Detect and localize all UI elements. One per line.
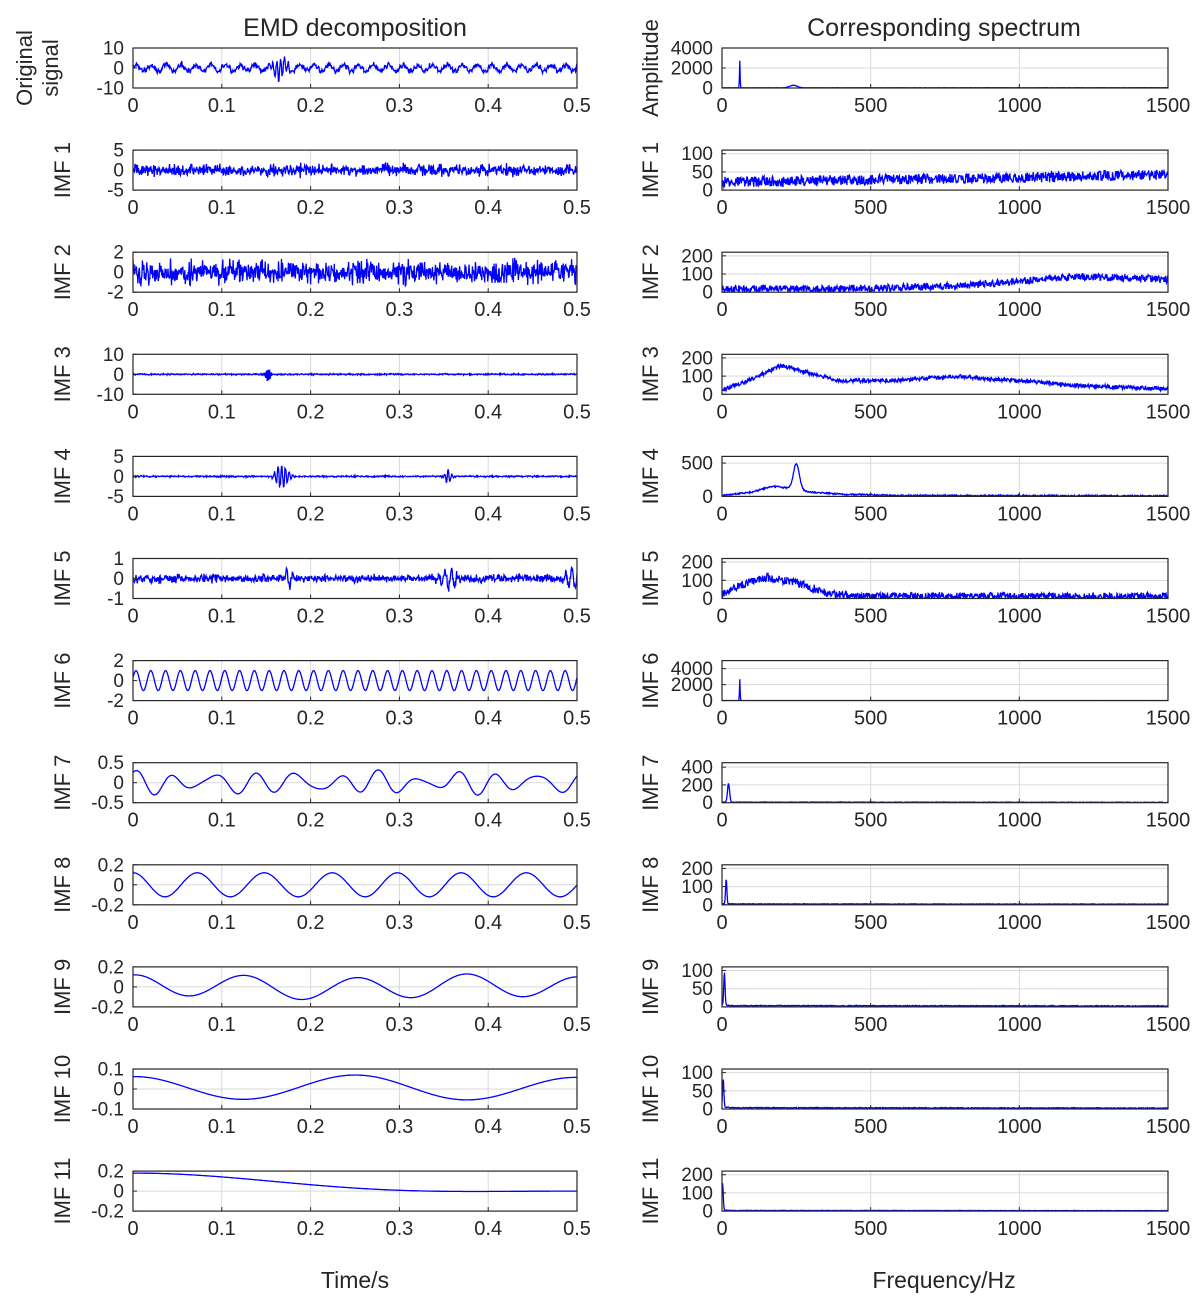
spectrum-ytick-label-9-0: 100	[681, 961, 713, 983]
spectrum-ytick-label-6-1: 2000	[670, 675, 713, 697]
spectrum-ylabel-line-11-0: IMF 11	[638, 1157, 663, 1225]
spectrum-xtick-label-10-1: 500	[853, 1116, 888, 1138]
time-ytick-label-0-1: 0	[113, 58, 124, 80]
spectrum-xtick-label-5-3: 1500	[1145, 605, 1191, 628]
time-xtick-label-5-0: 0	[127, 605, 139, 628]
spectrum-ytick-label-2-0: 200	[681, 246, 713, 268]
spectrum-trace-5	[722, 574, 1168, 599]
time-ytick-label-11-0: 0.2	[97, 1161, 124, 1183]
spectrum-ytick-label-8-2: 0	[702, 895, 713, 917]
spectrum-xtick-label-8-2: 1000	[997, 911, 1042, 934]
time-xtick-label-7-1: 0.1	[207, 809, 236, 832]
time-ytick-label-6-1: 0	[113, 671, 124, 693]
time-ylabel-4	[50, 448, 75, 504]
spectrum-ylabel-10	[638, 1055, 663, 1123]
time-xtick-label-5-2: 0.2	[296, 605, 325, 628]
spectrum-panel-7	[638, 755, 1190, 832]
time-xtick-label-1-3: 0.3	[385, 197, 414, 220]
time-ytick-label-4-0: 5	[113, 446, 124, 468]
left-column-title: EMD decomposition	[243, 14, 467, 42]
spectrum-ytick-label-10-1: 50	[691, 1081, 713, 1103]
spectrum-ylabel-line-7-0: IMF 7	[638, 754, 663, 811]
spectrum-xtick-label-6-2: 1000	[997, 707, 1042, 730]
time-ylabel-0	[12, 30, 63, 106]
time-ytick-label-4-2: -5	[107, 486, 124, 508]
spectrum-xtick-label-8-3: 1500	[1145, 911, 1191, 934]
spectrum-xtick-label-3-1: 500	[853, 401, 888, 424]
time-xtick-label-7-0: 0	[127, 809, 139, 832]
time-ytick-label-11-2: -0.2	[91, 1201, 124, 1223]
spectrum-xtick-label-11-1: 500	[853, 1218, 888, 1241]
time-xtick-label-1-2: 0.2	[296, 197, 325, 220]
spectrum-panel-6	[638, 652, 1190, 729]
time-xtick-label-4-0: 0	[127, 503, 139, 526]
spectrum-xtick-label-8-0: 0	[716, 911, 728, 934]
time-ylabel-line-10-0: IMF 10	[50, 1054, 75, 1124]
spectrum-ytick-label-5-0: 200	[681, 552, 713, 574]
spectrum-xtick-label-5-2: 1000	[997, 605, 1042, 628]
time-ytick-label-8-1: 0	[113, 875, 124, 897]
time-xtick-label-10-5: 0.5	[563, 1116, 591, 1138]
spectrum-trace-6	[722, 679, 1168, 700]
spectrum-axes-frame-10	[722, 1069, 1168, 1109]
spectrum-ytick-label-1-2: 0	[702, 180, 713, 202]
time-panel-10	[50, 1055, 591, 1138]
time-xtick-label-8-2: 0.2	[296, 911, 325, 934]
time-xtick-label-9-0: 0	[127, 1013, 139, 1036]
time-panel-1	[50, 141, 591, 220]
time-ylabel-line-9-0: IMF 9	[50, 958, 75, 1016]
time-ytick-label-9-1: 0	[113, 977, 124, 999]
time-xtick-label-8-3: 0.3	[385, 911, 414, 934]
time-xtick-label-0-0: 0	[127, 95, 139, 117]
time-xtick-label-11-1: 0.1	[207, 1218, 236, 1241]
spectrum-ytick-label-2-1: 100	[681, 264, 713, 286]
spectrum-ylabel-line-8-0: IMF 8	[638, 856, 663, 913]
spectrum-ytick-label-3-2: 0	[702, 384, 713, 406]
spectrum-xtick-label-4-0: 0	[716, 503, 728, 526]
spectrum-ytick-label-11-2: 0	[702, 1201, 713, 1223]
spectrum-xtick-label-2-0: 0	[716, 299, 728, 322]
spectrum-xtick-label-5-1: 500	[853, 605, 888, 628]
time-ytick-label-1-2: -5	[107, 180, 124, 202]
time-xtick-label-8-0: 0	[127, 911, 139, 934]
time-xtick-label-2-2: 0.2	[296, 299, 325, 322]
time-ytick-label-1-1: 0	[113, 160, 124, 182]
spectrum-xtick-label-2-3: 1500	[1145, 299, 1191, 322]
spectrum-panel-1	[638, 142, 1190, 219]
spectrum-trace-8	[722, 880, 1168, 905]
time-trace-3	[133, 370, 577, 381]
time-xtick-label-11-0: 0	[127, 1218, 139, 1241]
spectrum-trace-4	[722, 464, 1168, 497]
spectrum-xtick-label-0-2: 1000	[997, 95, 1042, 117]
time-xtick-label-10-4: 0.4	[474, 1116, 503, 1138]
spectrum-ytick-label-3-1: 100	[681, 366, 713, 388]
time-ytick-label-2-2: -2	[107, 282, 124, 304]
time-xtick-label-1-4: 0.4	[474, 197, 503, 220]
spectrum-ylabel-line-1-0: IMF 1	[638, 141, 663, 199]
time-ylabel-8	[50, 857, 75, 913]
time-ytick-label-3-2: -10	[96, 384, 124, 406]
spectrum-xtick-label-1-0: 0	[716, 197, 728, 220]
spectrum-xtick-label-1-3: 1500	[1145, 197, 1191, 220]
spectrum-ytick-label-2-2: 0	[702, 282, 713, 304]
spectrum-panel-11	[638, 1158, 1190, 1240]
spectrum-ylabel-line-4-0: IMF 4	[638, 448, 663, 505]
spectrum-trace-1	[722, 170, 1168, 187]
time-ytick-label-7-2: -0.5	[91, 793, 124, 815]
spectrum-axes-frame-9	[722, 967, 1168, 1007]
spectrum-ytick-label-9-2: 0	[702, 997, 713, 1019]
spectrum-xtick-label-3-2: 1000	[997, 401, 1042, 424]
spectrum-ytick-label-11-1: 100	[681, 1183, 713, 1205]
spectrum-ytick-label-0-2: 0	[702, 78, 713, 100]
time-xtick-label-6-4: 0.4	[474, 707, 503, 730]
spectrum-xtick-label-4-1: 500	[853, 503, 888, 526]
time-xtick-label-2-5: 0.5	[563, 299, 591, 322]
time-xtick-label-5-1: 0.1	[207, 605, 236, 628]
time-panel-6	[50, 651, 591, 730]
time-xtick-label-5-3: 0.3	[385, 605, 414, 628]
spectrum-ylabel-line-10-0: IMF 10	[638, 1054, 663, 1124]
spectrum-ylabel-line-5-0: IMF 5	[638, 550, 663, 607]
time-ylabel-3	[50, 346, 75, 402]
spectrum-xtick-label-10-2: 1000	[997, 1116, 1042, 1138]
time-ytick-label-2-0: 2	[113, 242, 124, 264]
time-panel-8	[50, 855, 591, 934]
time-xtick-label-8-5: 0.5	[563, 911, 591, 934]
spectrum-ytick-label-11-0: 200	[681, 1165, 713, 1187]
time-xtick-label-4-4: 0.4	[474, 503, 503, 526]
time-xtick-label-7-4: 0.4	[474, 809, 503, 832]
time-ytick-label-6-0: 2	[113, 651, 124, 673]
spectrum-panel-10	[638, 1055, 1190, 1138]
time-trace-0	[133, 56, 577, 82]
spectrum-xtick-label-7-2: 1000	[997, 809, 1042, 832]
spectrum-xtick-label-3-3: 1500	[1145, 401, 1191, 424]
time-panel-9	[50, 957, 591, 1036]
spectrum-xtick-label-7-3: 1500	[1145, 809, 1191, 832]
spectrum-xtick-label-10-0: 0	[716, 1116, 728, 1138]
time-xtick-label-3-2: 0.2	[296, 401, 325, 424]
spectrum-xtick-label-4-2: 1000	[997, 503, 1042, 526]
time-xtick-label-3-0: 0	[127, 401, 139, 424]
time-xtick-label-10-1: 0.1	[207, 1116, 236, 1138]
time-xtick-label-6-3: 0.3	[385, 707, 414, 730]
time-xtick-label-11-2: 0.2	[296, 1218, 325, 1241]
time-xtick-label-1-5: 0.5	[563, 197, 591, 220]
time-trace-4	[133, 466, 577, 487]
time-xtick-label-10-2: 0.2	[296, 1116, 325, 1138]
time-xtick-label-0-1: 0.1	[207, 95, 236, 117]
time-xtick-label-6-1: 0.1	[207, 707, 236, 730]
time-ylabel-10	[50, 1055, 75, 1123]
time-xtick-label-7-5: 0.5	[563, 809, 591, 832]
right-x-axis-label: Frequency/Hz	[872, 1267, 1016, 1293]
time-xtick-label-9-4: 0.4	[474, 1013, 503, 1036]
spectrum-ytick-label-8-1: 100	[681, 877, 713, 899]
time-xtick-label-4-2: 0.2	[296, 503, 325, 526]
time-ytick-label-8-0: 0.2	[97, 855, 124, 877]
time-ytick-label-9-2: -0.2	[91, 997, 124, 1019]
time-panel-11	[50, 1158, 591, 1240]
time-ylabel-9	[50, 959, 75, 1015]
time-xtick-label-11-3: 0.3	[385, 1218, 414, 1241]
time-xtick-label-0-2: 0.2	[296, 95, 325, 117]
spectrum-axes-frame-4	[722, 456, 1168, 496]
spectrum-ytick-label-8-0: 200	[681, 858, 713, 880]
time-panel-7	[50, 753, 591, 832]
time-ylabel-line-7-0: IMF 7	[50, 754, 75, 811]
time-xtick-label-4-5: 0.5	[563, 503, 591, 526]
time-xtick-label-2-0: 0	[127, 299, 139, 322]
spectrum-ytick-label-5-2: 0	[702, 589, 713, 610]
time-ylabel-11	[50, 1158, 75, 1225]
time-ylabel-line-0-1: signal	[38, 39, 63, 97]
time-ytick-label-7-1: 0	[113, 773, 124, 795]
spectrum-ylabel-5	[638, 550, 663, 606]
time-xtick-label-1-0: 0	[127, 197, 139, 220]
time-xtick-label-7-2: 0.2	[296, 809, 325, 832]
time-ytick-label-4-1: 0	[113, 466, 124, 488]
left-x-axis-label: Time/s	[320, 1267, 390, 1293]
time-xtick-label-9-3: 0.3	[385, 1013, 414, 1036]
spectrum-xtick-label-2-2: 1000	[997, 299, 1042, 322]
spectrum-xtick-label-0-0: 0	[716, 95, 728, 117]
spectrum-panel-3	[638, 346, 1190, 423]
spectrum-xtick-label-9-2: 1000	[997, 1013, 1042, 1036]
spectrum-ytick-label-10-2: 0	[702, 1099, 713, 1121]
spectrum-xtick-label-7-1: 500	[853, 809, 888, 832]
spectrum-xtick-label-9-3: 1500	[1145, 1013, 1191, 1036]
spectrum-ylabel-line-6-0: IMF 6	[638, 652, 663, 709]
time-ylabel-line-11-0: IMF 11	[50, 1157, 75, 1225]
spectrum-xtick-label-8-1: 500	[853, 911, 888, 934]
spectrum-ylabel-line-2-0: IMF 2	[638, 244, 663, 301]
time-xtick-label-6-5: 0.5	[563, 707, 591, 730]
time-ytick-label-5-1: 0	[113, 569, 124, 590]
spectrum-xtick-label-10-3: 1500	[1145, 1116, 1191, 1138]
spectrum-ylabel-8	[638, 857, 663, 913]
time-ytick-label-3-1: 0	[113, 364, 124, 386]
time-xtick-label-3-4: 0.4	[474, 401, 503, 424]
spectrum-ytick-label-6-0: 4000	[670, 659, 713, 681]
spectrum-xtick-label-1-1: 500	[853, 197, 888, 220]
time-ylabel-6	[50, 652, 75, 708]
time-ylabel-7	[50, 755, 75, 811]
spectrum-ytick-label-1-0: 100	[681, 144, 713, 166]
time-ytick-label-1-0: 5	[113, 140, 124, 162]
spectrum-axes-frame-3	[722, 354, 1168, 394]
time-xtick-label-2-3: 0.3	[385, 299, 414, 322]
spectrum-xtick-label-6-3: 1500	[1145, 707, 1191, 730]
spectrum-ytick-label-7-2: 0	[702, 793, 713, 815]
spectrum-ylabel-9	[638, 959, 663, 1015]
time-trace-5	[133, 567, 577, 592]
time-ylabel-line-4-0: IMF 4	[50, 448, 75, 505]
time-trace-1	[133, 163, 577, 179]
time-ylabel-line-8-0: IMF 8	[50, 856, 75, 913]
spectrum-panel-4	[638, 448, 1190, 525]
spectrum-trace-11	[722, 1183, 1168, 1211]
spectrum-panel-5	[638, 550, 1190, 627]
spectrum-xtick-label-11-2: 1000	[997, 1218, 1042, 1241]
spectrum-ytick-label-10-0: 100	[681, 1063, 713, 1085]
time-xtick-label-2-1: 0.1	[207, 299, 236, 322]
spectrum-ytick-label-9-1: 50	[691, 979, 713, 1001]
time-xtick-label-9-1: 0.1	[207, 1013, 236, 1036]
spectrum-panel-8	[638, 857, 1190, 934]
time-ylabel-line-0-0: Original	[12, 30, 37, 106]
spectrum-xtick-label-1-2: 1000	[997, 197, 1042, 220]
time-panel-0	[12, 30, 591, 117]
time-xtick-label-6-0: 0	[127, 707, 139, 730]
spectrum-ylabel-3	[638, 346, 663, 402]
time-ytick-label-5-0: 1	[113, 549, 124, 570]
time-ytick-label-2-1: 0	[113, 262, 124, 284]
spectrum-xtick-label-4-3: 1500	[1145, 503, 1191, 526]
spectrum-ylabel-1	[638, 142, 663, 198]
spectrum-ylabel-0	[638, 19, 663, 117]
spectrum-axes-frame-6	[722, 661, 1168, 701]
time-xtick-label-8-1: 0.1	[207, 911, 236, 934]
time-panel-2	[50, 243, 591, 322]
spectrum-axes-frame-11	[722, 1171, 1168, 1211]
spectrum-ytick-label-7-1: 200	[681, 775, 713, 797]
time-ytick-label-0-2: -10	[96, 78, 124, 100]
spectrum-ytick-label-5-1: 100	[681, 570, 713, 592]
time-ylabel-line-5-0: IMF 5	[50, 550, 75, 607]
time-xtick-label-3-1: 0.1	[207, 401, 236, 424]
time-xtick-label-10-0: 0	[127, 1116, 139, 1138]
time-trace-10	[133, 1075, 577, 1100]
spectrum-ytick-label-6-2: 0	[702, 691, 713, 713]
spectrum-xtick-label-9-0: 0	[716, 1013, 728, 1036]
spectrum-trace-3	[722, 364, 1168, 391]
time-ytick-label-9-0: 0.2	[97, 957, 124, 979]
spectrum-axes-frame-7	[722, 763, 1168, 803]
spectrum-xtick-label-6-0: 0	[716, 707, 728, 730]
time-ytick-label-10-0: 0.1	[97, 1059, 124, 1081]
spectrum-xtick-label-6-1: 500	[853, 707, 888, 730]
spectrum-axes-frame-2	[722, 252, 1168, 292]
right-column-title: Corresponding spectrum	[807, 14, 1081, 42]
time-panel-3	[50, 345, 591, 424]
spectrum-xtick-label-3-0: 0	[716, 401, 728, 424]
time-xtick-label-3-3: 0.3	[385, 401, 414, 424]
time-trace-11	[133, 1173, 577, 1191]
spectrum-trace-2	[722, 273, 1168, 292]
time-ytick-label-8-2: -0.2	[91, 895, 124, 917]
time-xtick-label-3-5: 0.5	[563, 401, 591, 424]
time-ylabel-line-6-0: IMF 6	[50, 652, 75, 709]
spectrum-xtick-label-2-1: 500	[853, 299, 888, 322]
time-ylabel-5	[50, 550, 75, 606]
spectrum-panel-9	[638, 959, 1190, 1036]
spectrum-ylabel-line-0-0: Amplitude	[638, 19, 663, 117]
time-xtick-label-10-3: 0.3	[385, 1116, 414, 1138]
time-ylabel-line-3-0: IMF 3	[50, 346, 75, 403]
spectrum-trace-0	[722, 61, 1168, 88]
spectrum-ylabel-6	[638, 652, 663, 708]
time-xtick-label-7-3: 0.3	[385, 809, 414, 832]
time-xtick-label-11-5: 0.5	[563, 1218, 591, 1241]
spectrum-axes-frame-8	[722, 865, 1168, 905]
spectrum-ylabel-4	[638, 448, 663, 504]
time-panel-4	[50, 447, 591, 526]
time-xtick-label-9-2: 0.2	[296, 1013, 325, 1036]
spectrum-ylabel-7	[638, 755, 663, 811]
spectrum-ytick-label-4-0: 500	[681, 453, 713, 475]
spectrum-ytick-label-7-0: 400	[681, 757, 713, 779]
time-ytick-label-10-2: -0.1	[91, 1099, 124, 1121]
spectrum-xtick-label-11-0: 0	[716, 1218, 728, 1241]
spectrum-panel-2	[638, 244, 1190, 321]
time-xtick-label-9-5: 0.5	[563, 1013, 591, 1036]
spectrum-ytick-label-4-1: 0	[702, 486, 713, 508]
time-ytick-label-0-0: 10	[102, 38, 124, 60]
spectrum-ylabel-2	[638, 244, 663, 300]
time-xtick-label-0-4: 0.4	[474, 95, 503, 117]
time-ytick-label-11-1: 0	[113, 1181, 124, 1203]
time-ytick-label-5-2: -1	[107, 589, 124, 610]
spectrum-ytick-label-3-0: 200	[681, 348, 713, 370]
time-ytick-label-10-1: 0	[113, 1079, 124, 1101]
time-panel-5	[50, 549, 591, 628]
spectrum-xtick-label-11-3: 1500	[1145, 1218, 1191, 1241]
time-ylabel-line-1-0: IMF 1	[50, 141, 75, 199]
time-ylabel-2	[50, 244, 75, 300]
spectrum-trace-10	[722, 1080, 1168, 1109]
spectrum-xtick-label-9-1: 500	[853, 1013, 888, 1036]
time-xtick-label-0-3: 0.3	[385, 95, 414, 117]
time-ylabel-1	[50, 142, 75, 198]
spectrum-trace-9	[722, 973, 1168, 1007]
time-ylabel-line-2-0: IMF 2	[50, 244, 75, 301]
time-ytick-label-3-0: 10	[102, 344, 124, 366]
spectrum-xtick-label-0-3: 1500	[1145, 95, 1191, 117]
time-xtick-label-6-2: 0.2	[296, 707, 325, 730]
time-xtick-label-8-4: 0.4	[474, 911, 503, 934]
time-xtick-label-4-1: 0.1	[207, 503, 236, 526]
spectrum-ylabel-line-9-0: IMF 9	[638, 958, 663, 1016]
spectrum-xtick-label-5-0: 0	[716, 605, 728, 628]
time-ytick-label-6-2: -2	[107, 691, 124, 713]
time-ytick-label-7-0: 0.5	[97, 753, 124, 775]
time-xtick-label-0-5: 0.5	[563, 95, 591, 117]
spectrum-ylabel-11	[638, 1158, 663, 1225]
spectrum-ytick-label-1-1: 50	[691, 162, 713, 184]
spectrum-xtick-label-0-1: 500	[853, 95, 888, 117]
spectrum-ytick-label-0-1: 2000	[670, 58, 713, 80]
time-xtick-label-4-3: 0.3	[385, 503, 414, 526]
spectrum-ylabel-line-3-0: IMF 3	[638, 346, 663, 403]
time-xtick-label-1-1: 0.1	[207, 197, 236, 220]
spectrum-ytick-label-0-0: 4000	[670, 38, 713, 60]
spectrum-xtick-label-7-0: 0	[716, 809, 728, 832]
spectrum-trace-7	[722, 783, 1168, 802]
time-xtick-label-5-5: 0.5	[563, 605, 591, 628]
time-xtick-label-11-4: 0.4	[474, 1218, 503, 1241]
time-xtick-label-5-4: 0.4	[474, 605, 503, 628]
time-xtick-label-2-4: 0.4	[474, 299, 503, 322]
